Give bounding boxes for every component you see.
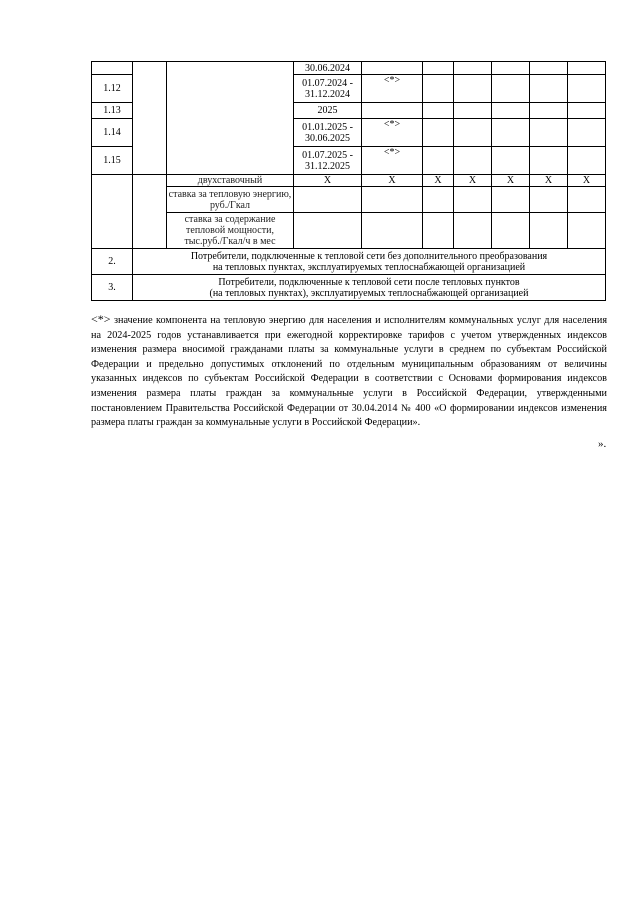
empty-cell [92,175,133,249]
closing-quote: ». [598,438,607,450]
x-mark: X [294,175,362,187]
empty-cell [454,213,492,249]
two-part-label: двухставочный [167,175,294,187]
row-number: 1.13 [92,103,133,119]
empty-cell [568,103,606,119]
period-cell: 01.01.2025 - 30.06.2025 [294,119,362,147]
empty-cell [568,119,606,147]
section-3-row [92,275,606,301]
empty-cell [530,75,568,103]
x-mark: X [568,175,606,187]
empty-cell [423,119,454,147]
empty-cell [568,62,606,75]
section-number: 2. [92,249,133,275]
value-cell [362,103,423,119]
empty-cell [133,175,167,249]
empty-cell [454,75,492,103]
period-cell: 01.07.2025 - 31.12.2025 [294,147,362,175]
two-part-row [92,175,606,187]
empty-cell [530,213,568,249]
section-2-title [133,249,606,275]
empty-cell [454,119,492,147]
section-number: 3. [92,275,133,301]
section-2-line-1: Потребители, подключенные к тепловой сети без дополнительного преобразования [190,250,548,262]
empty-cell [362,187,423,213]
empty-cell [492,213,530,249]
empty-cell [530,147,568,175]
empty-cell [454,103,492,119]
empty-cell [423,62,454,75]
empty-cell [492,103,530,119]
x-mark: X [423,175,454,187]
empty-cell [167,62,294,175]
empty-cell [492,187,530,213]
x-mark: X [362,175,423,187]
empty-cell [423,75,454,103]
empty-cell [530,62,568,75]
tariff-table [91,61,606,301]
row-number: 1.14 [92,119,133,147]
empty-cell [133,62,167,175]
value-cell: <*> [362,147,423,175]
empty-cell [423,213,454,249]
empty-cell [568,187,606,213]
footnote [91,312,607,431]
empty-cell [530,119,568,147]
empty-cell [454,147,492,175]
empty-cell [530,187,568,213]
value-cell [362,62,423,75]
row-number: 1.12 [92,75,133,103]
empty-cell [423,103,454,119]
empty-cell [423,147,454,175]
value-cell: <*> [362,75,423,103]
section-2-line-2: на тепловых пунктах, эксплуатируемых теплоснабжающей организацией [212,261,526,273]
footnote-text: значение компонента на тепловую энергию для населения и исполнителям коммунальных услуг для населения на 2024-2025 годов устанавливается при ежегодной корректировке тарифов с учетом утвержденных индексов изменения размера вносимой гражданами платы за коммунальные услуги в среднем по субъектам Российской Федерации и предельно допустимых отклонений по отдельным муниципальным образованиям от величины указанных индексов по субъектам Российской Федерации в соответствии с Основами формирования индексов изменения размера платы граждан за коммунальные услуги в Российской Федерации, утвержденными постановлением Правительства Российской Федерации от 30.04.2014 № 400 «О формировании индексов изменения размера платы граждан за коммунальные услуги в Российской Федерации». [91,315,608,429]
empty-cell [362,213,423,249]
empty-cell [294,187,362,213]
empty-cell [492,119,530,147]
capacity-rate-label: ставка за содержание тепловой мощности, тыс.руб./Гкал/ч в мес [167,213,294,249]
value-cell: <*> [362,119,423,147]
empty-cell [492,75,530,103]
period-cell: 30.06.2024 [294,62,362,75]
empty-cell [454,62,492,75]
energy-rate-row [92,187,606,213]
energy-rate-label: ставка за тепловую энергию, руб./Гкал [167,187,294,213]
x-mark: X [492,175,530,187]
section-3-line-2: (на тепловых пунктах), эксплуатируемых теплоснабжающей организацией [209,287,529,299]
x-mark: X [454,175,492,187]
capacity-rate-row [92,213,606,249]
row-number [92,62,133,75]
table-row [92,62,606,75]
x-mark: X [530,175,568,187]
section-3-title [133,275,606,301]
row-number: 1.15 [92,147,133,175]
empty-cell [568,213,606,249]
period-cell: 2025 [294,103,362,119]
empty-cell [568,75,606,103]
section-2-row [92,249,606,275]
empty-cell [492,62,530,75]
section-3-line-1: Потребители, подключенные к тепловой сети после тепловых пунктов [218,276,520,288]
footnote-mark: <*> [91,312,111,326]
empty-cell [568,147,606,175]
empty-cell [454,187,492,213]
empty-cell [530,103,568,119]
empty-cell [294,213,362,249]
empty-cell [492,147,530,175]
empty-cell [423,187,454,213]
period-cell: 01.07.2024 - 31.12.2024 [294,75,362,103]
